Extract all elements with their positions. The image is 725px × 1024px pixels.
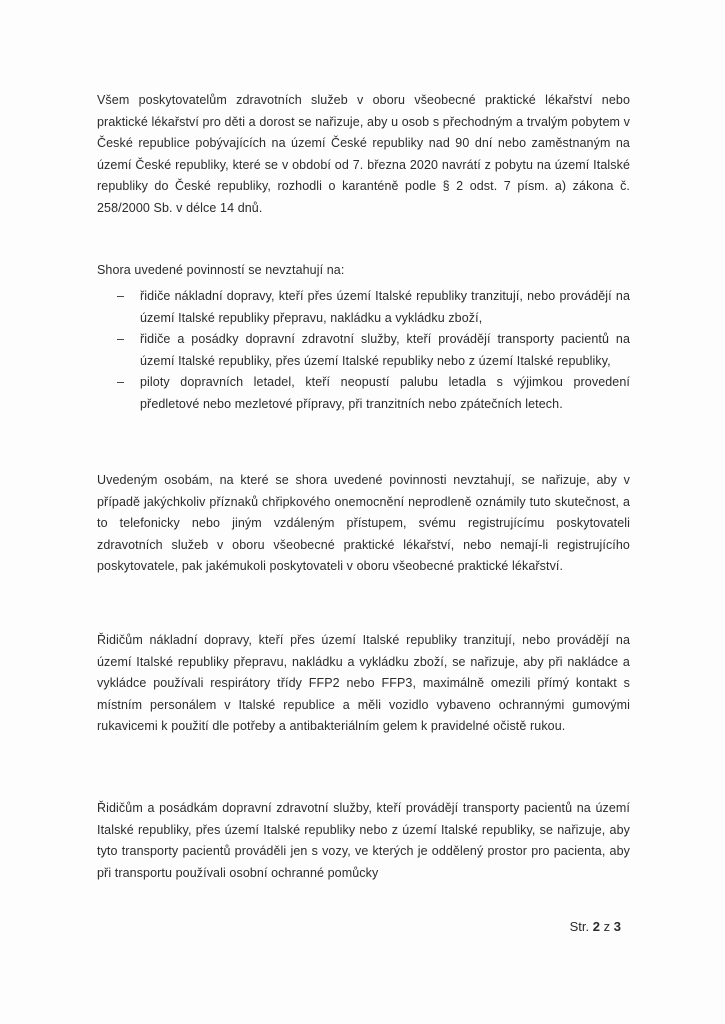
page-total: 3 [613, 919, 621, 934]
list-bullet: – [117, 375, 125, 389]
exceptions-list [97, 286, 630, 415]
page-current: 2 [592, 919, 601, 934]
page-number [570, 919, 621, 934]
list-bullet: – [117, 332, 125, 346]
list-item-text: řidiče nákladní dopravy, kteří přes území Italské republiky tranzitují, nebo provádějí na území Italské republiky přepravu, nakládku a vykládku zboží, [140, 289, 630, 325]
list-item [97, 286, 630, 329]
page-separator: z [603, 919, 611, 934]
page-prefix: Str. [569, 919, 590, 934]
paragraph-quarantine-order: Všem poskytovatelům zdravotních služeb v oboru všeobecné praktické lékařství nebo praktické lékařství pro děti a dorost se nařizuje, aby u osob s přechodným a trvalým pobytem v České republice pobývajících na území České republiky nad 90 dní nebo zaměstnaným na území České republiky, které se v období od 7. března 2020 navrátí z pobytu na území Italské republiky do České republiky, rozhodli o karanténě podle § 2 odst. 7 písm. a) zákona č. 258/2000 Sb. v délce 14 dnů. [97, 93, 630, 215]
list-item [97, 329, 630, 372]
list-item-text: řidiče a posádky dopravní zdravotní služby, kteří provádějí transporty pacientů na území Italské republiky, přes území Italské republiky nebo z území Italské republiky, [140, 332, 630, 368]
list-bullet: – [117, 289, 125, 303]
list-item-text: piloty dopravních letadel, kteří neopustí palubu letadla s výjimkou provedení předletové nebo mezletové přípravy, při tranzitních nebo zpátečních letech. [140, 375, 630, 411]
exceptions-intro: Shora uvedené povinností se nevztahují na: [97, 263, 345, 277]
paragraph-freight-drivers: Řidičům nákladní dopravy, kteří přes území Italské republiky tranzitují, nebo provádějí na území Italské republiky přepravu, nakládku a vykládku zboží, se nařizuje, aby při nakládce a vykládce používali respirátory třídy FFP2 nebo FFP3, maximálně omezili přímý kontakt s místním personálem v Italské republice a měli vozidlo vybaveno ochrannými gumovými rukavicemi k použití dle potřeby a antibakteriálním gelem k pravidelné očistě rukou. [97, 633, 630, 733]
paragraph-symptom-reporting: Uvedeným osobám, na které se shora uvedené povinnosti nevztahují, se nařizuje, aby v případě jakýchkoliv příznaků chřipkového onemocnění neprodleně oznámily tuto skutečnost, a to telefonicky nebo jiným vzdáleným přístupem, svému registrujícímu poskytovateli zdravotních služeb v oboru všeobecné praktické lékařství, nebo nemají-li registrujícího poskytovatele, pak jakémukoli poskytovateli v oboru všeobecné praktické lékařství. [97, 473, 630, 573]
list-item [97, 372, 630, 415]
paragraph-ambulance-crews: Řidičům a posádkám dopravní zdravotní služby, kteří provádějí transporty pacientů na území Italské republiky, přes území Italské republiky nebo z území Italské republiky, se nařizuje, aby tyto transporty pacientů prováděli jen s vozy, ve kterých je oddělený prostor pro pacienta, aby při transportu používali osobní ochranné pomůcky [97, 801, 630, 880]
